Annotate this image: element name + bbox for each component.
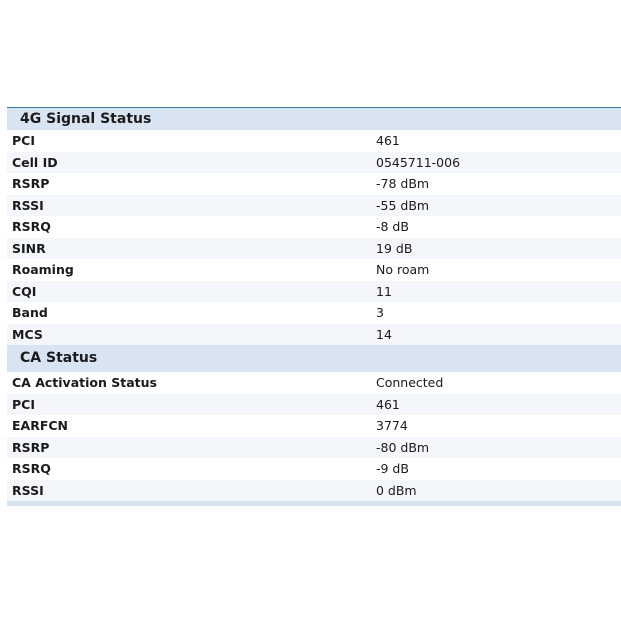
signal-row-rsrp: [7, 173, 621, 195]
row-label: PCI: [12, 133, 35, 148]
ca-row-rsrq: [7, 458, 621, 480]
signal-status-header: 4G Signal Status: [7, 108, 621, 130]
row-value: 19 dB: [376, 240, 413, 256]
row-label: CA Activation Status: [12, 375, 157, 390]
signal-row-cqi: [7, 281, 621, 303]
row-label: MCS: [12, 326, 43, 342]
signal-row-cell-id: [7, 152, 621, 174]
row-value: 3: [376, 305, 384, 320]
row-value: 0545711-006: [376, 154, 461, 170]
ca-row-rsrp: [7, 437, 621, 459]
row-label: SINR: [12, 240, 46, 256]
signal-row-rssi: [7, 195, 621, 217]
row-value: 0 dBm: [376, 482, 417, 498]
panel-footer-bar: [7, 501, 621, 506]
row-value: 3774: [376, 418, 408, 433]
signal-row-pci: [7, 130, 621, 152]
signal-row-sinr: [7, 238, 621, 260]
signal-row-roaming: [7, 259, 621, 281]
row-value: Connected: [376, 375, 444, 390]
row-value: 461: [376, 133, 400, 148]
row-label: EARFCN: [12, 418, 69, 433]
ca-row-pci: [7, 394, 621, 416]
row-label: Cell ID: [12, 154, 58, 170]
row-value: 14: [376, 326, 392, 342]
row-label: Roaming: [12, 262, 74, 277]
row-label: RSRQ: [12, 461, 51, 476]
row-value: -78 dBm: [376, 176, 430, 191]
signal-row-mcs: [7, 324, 621, 346]
row-value: 461: [376, 396, 400, 412]
row-value: 11: [376, 283, 392, 299]
signal-row-band: [7, 302, 621, 324]
status-panel: [7, 107, 621, 506]
row-label: RSSI: [12, 197, 44, 213]
row-label: RSRP: [12, 176, 50, 191]
row-label: PCI: [12, 396, 35, 412]
row-value: -80 dBm: [376, 439, 430, 455]
ca-row-earfcn: [7, 415, 621, 437]
ca-status-header: CA Status: [7, 345, 621, 372]
signal-row-rsrq: [7, 216, 621, 238]
row-value: -55 dBm: [376, 197, 430, 213]
row-value: -9 dB: [376, 461, 409, 476]
row-value: -8 dB: [376, 219, 409, 234]
ca-row-rssi: [7, 480, 621, 502]
row-label: RSRP: [12, 439, 50, 455]
ca-row-activation-status: [7, 372, 621, 394]
row-label: Band: [12, 305, 48, 320]
row-label: RSSI: [12, 482, 44, 498]
row-label: RSRQ: [12, 219, 51, 234]
row-label: CQI: [12, 283, 37, 299]
row-value: No roam: [376, 262, 430, 277]
